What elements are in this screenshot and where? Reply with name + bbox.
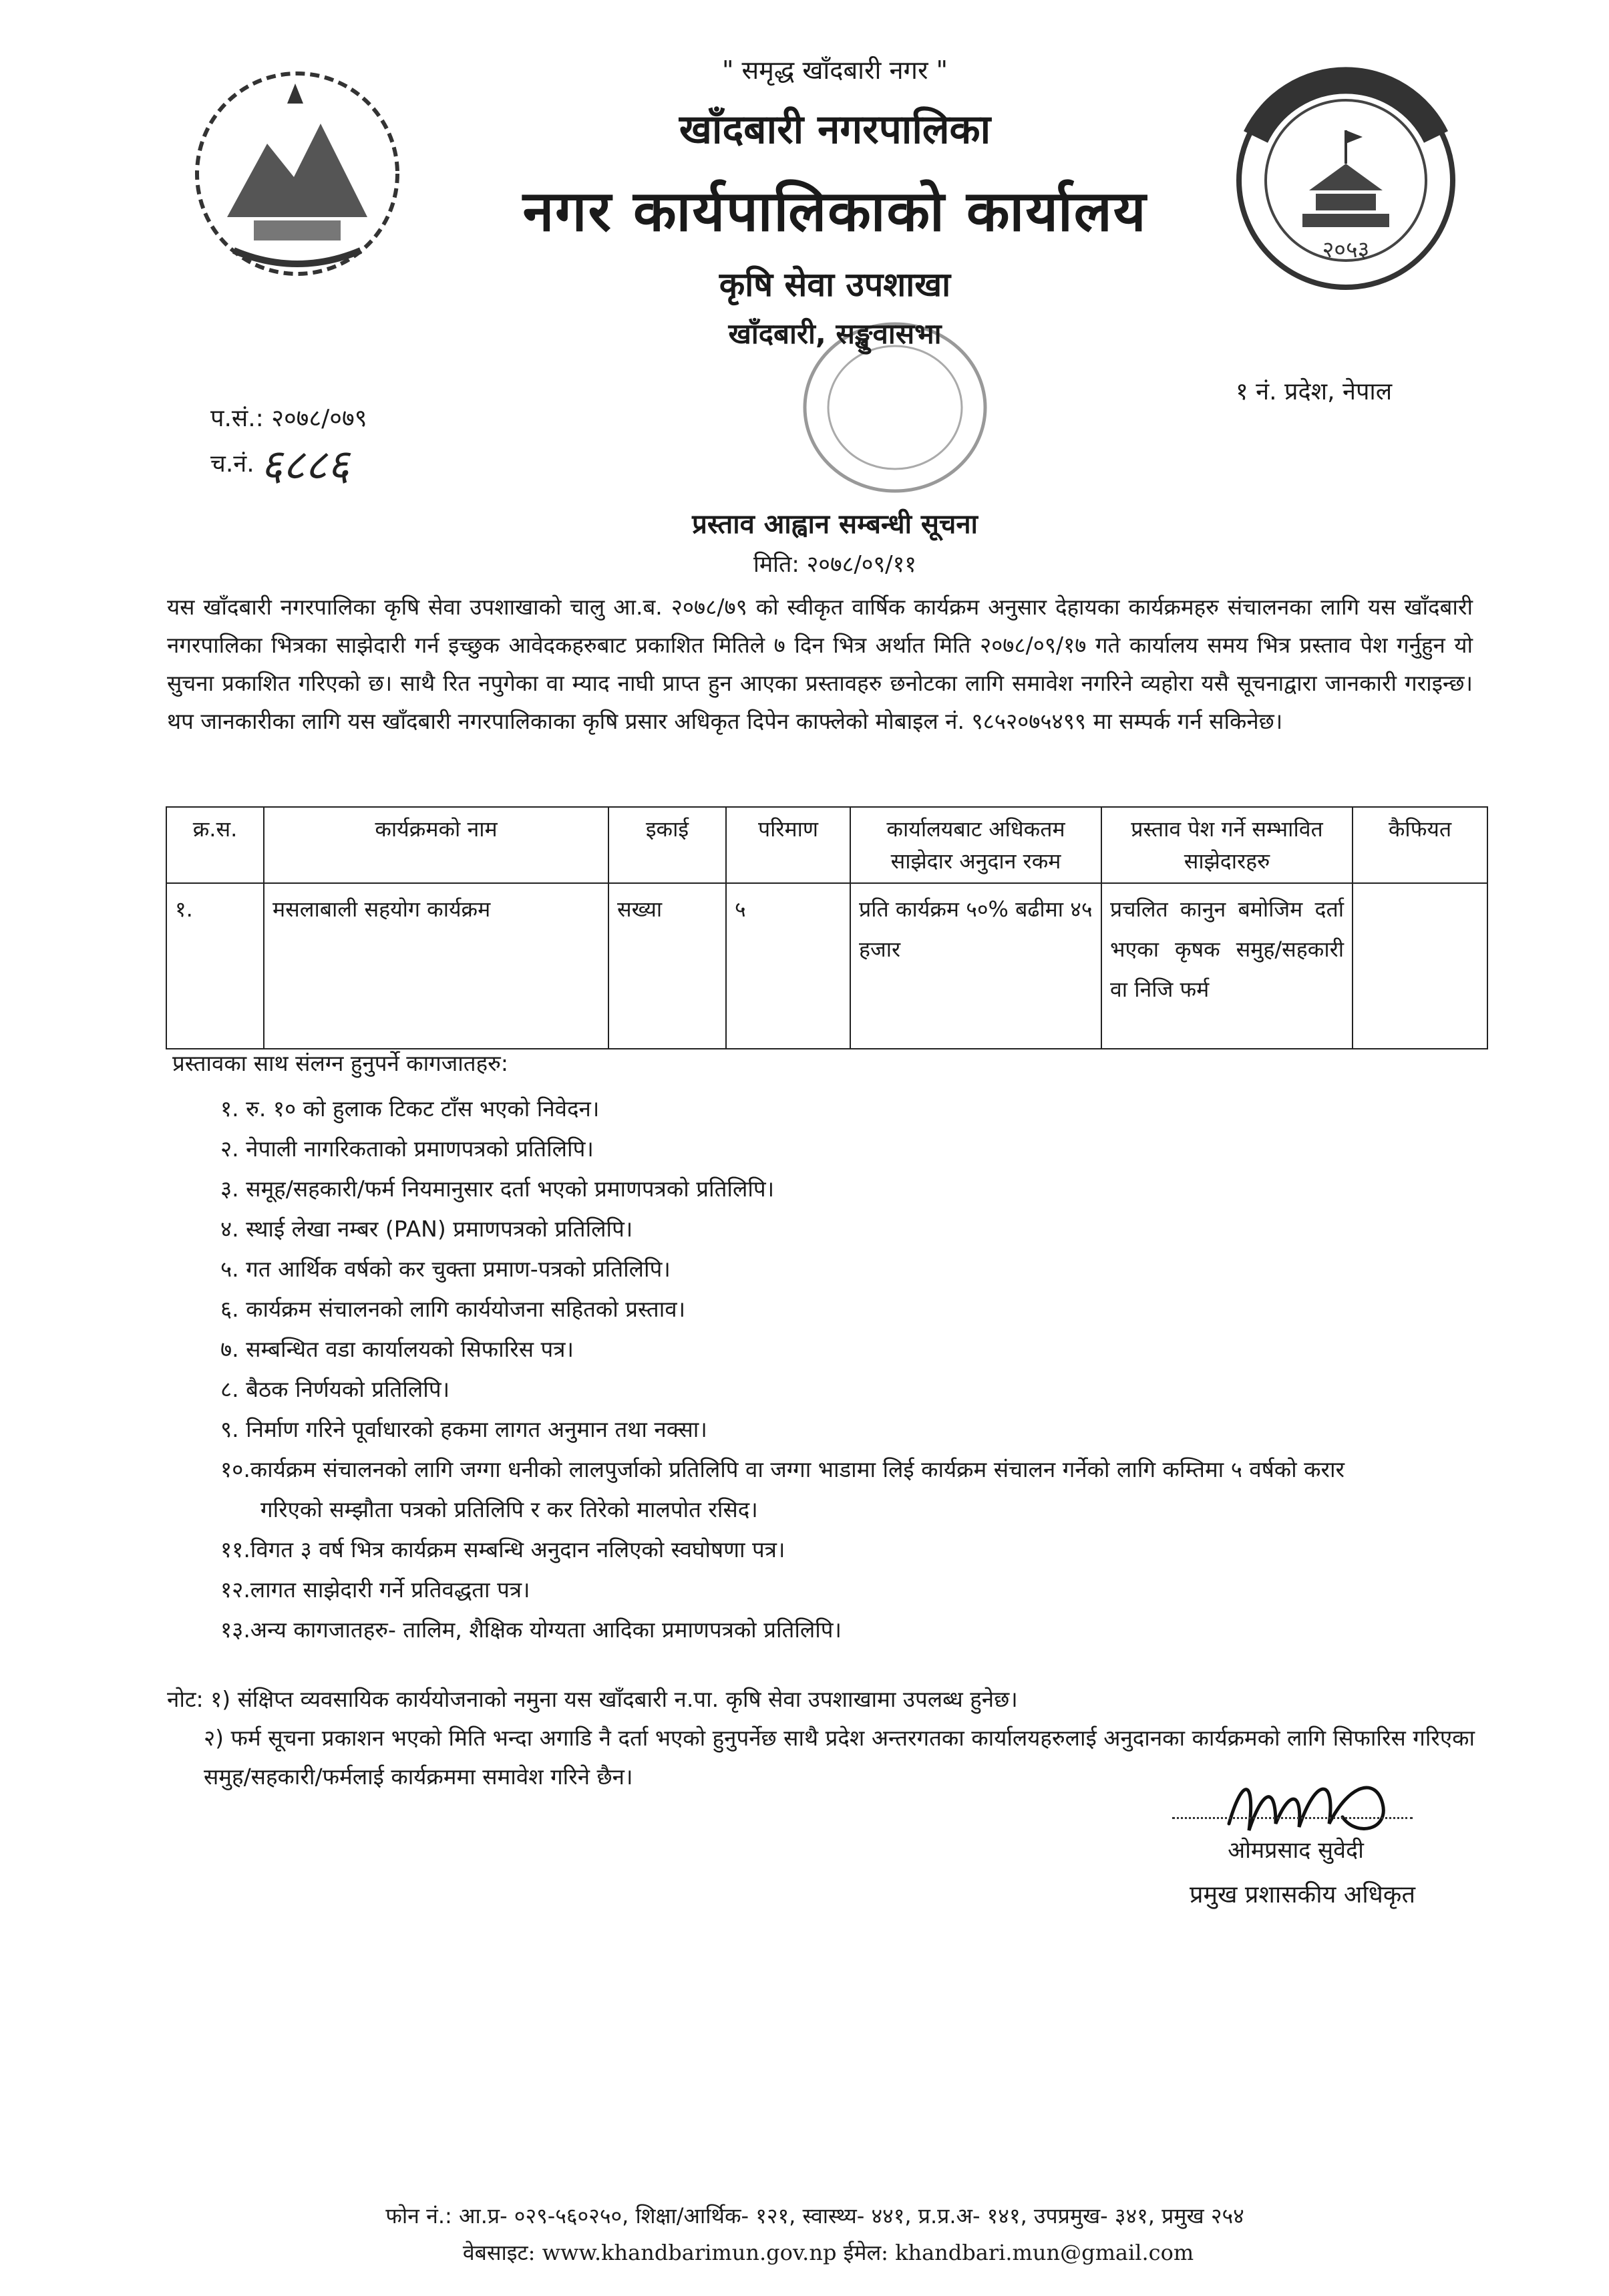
section-name: कृषि सेवा उपशाखा: [719, 265, 951, 304]
signatory-name: ओमप्रसाद सुवेदी: [1228, 1837, 1364, 1864]
cell-program-name: मसलाबाली सहयोग कार्यक्रम: [264, 883, 608, 1049]
footer-web-email: वेबसाइट: www.khandbarimun.gov.np ईमेल: khandbari.mun@gmail.com: [462, 2240, 1194, 2265]
cell-quantity: ५: [726, 883, 850, 1049]
notice-body: यस खाँदबारी नगरपालिका कृषि सेवा उपशाखाको चालु आ.ब. २०७८/७९ को स्वीकृत वार्षिक कार्यक्रम अनुसार देहायका कार्यक्रमहरु संचालनका लागि यस खाँदबारी नगरपालिका भित्रका साझेदारी गर्न इच्छुक आवेदकहरुबाट प्रकाशित मितिले ७ दिन भित्र अर्थात मिति २०७८/०९/१७ गते कार्यालय समय भित्र प्रस्ताव पेश गर्नुहुन यो सुचना प्रकाशित गरिएको छ। साथै रित नपुगेका वा म्याद नाघी प्राप्त हुन आएका प्रस्तावहरु छनोटका लागि समावेश नगरिने व्यहोरा यसै सूचनाद्वारा जानकारी गराइन्छ। थप जानकारीका लागि यस खाँदबारी नगरपालिकाका कृषि प्रसार अधिकृत दिपेन काफ्लेको मोबाइल नं. ९८५२०७५४९९ मा सम्पर्क गर्न सकिनेछ।: [167, 594, 1473, 734]
program-table: [166, 806, 1488, 1049]
table-header-row: [166, 807, 1487, 883]
note-1: नोट: १) संक्षिप्त व्यवसायिक कार्ययोजनाको नमुना यस खाँदबारी न.पा. कृषि सेवा उपशाखामा उपलब्ध हुनेछ।: [167, 1686, 1018, 1712]
col-partners: प्रस्ताव पेश गर्ने सम्भावित साझेदारहरु: [1101, 807, 1353, 883]
list-item: १३.अन्य कागजातहरु- तालिम, शैक्षिक योग्यता आदिका प्रमाणपत्रको प्रतिलिपि।: [220, 1617, 842, 1643]
requirements-list: [220, 1089, 1476, 1650]
table-row: [166, 883, 1487, 1049]
cell-grant-amount: प्रति कार्यक्रम ५०% बढीमा ४५ हजार: [850, 883, 1101, 1049]
list-item: ३. समूह/सहकारी/फर्म नियमानुसार दर्ता भएको प्रमाणपत्रको प्रतिलिपि।: [220, 1176, 775, 1202]
province: १ नं. प्रदेश, नेपाल: [1236, 378, 1393, 405]
cell-serial: १.: [166, 883, 264, 1049]
col-program-name: कार्यक्रमको नाम: [264, 807, 608, 883]
office-address: खाँदबारी, सङ्खुवासभा: [728, 317, 942, 350]
col-remarks: कैफियत: [1353, 807, 1487, 883]
list-item: ६. कार्यक्रम संचालनको लागि कार्ययोजना सहितको प्रस्ताव।: [220, 1296, 686, 1322]
list-item-continuation: गरिएको सम्झौता पत्रको प्रतिलिपि र कर तिरेको मालपोत रसिद।: [260, 1496, 758, 1522]
nepal-emblem-icon: [187, 63, 407, 284]
signature-line: [1172, 1817, 1413, 1819]
office-name: नगर कार्यपालिकाको कार्यालय: [522, 178, 1147, 244]
list-item: ७. सम्बन्धित वडा कार्यालयको सिफारिस पत्र।: [220, 1336, 574, 1362]
list-item: १०.कार्यक्रम संचालनको लागि जग्गा धनीको लालपुर्जाको प्रतिलिपि वा जग्गा भाडामा लिई कार्यक्रम संचालन गर्नेको लागि कम्तिमा ५ वर्षको करार: [220, 1456, 1345, 1482]
list-item: ४. स्थाई लेखा नम्बर (PAN) प्रमाणपत्रको प्रतिलिपि।: [220, 1216, 633, 1242]
col-serial: क्र.स.: [166, 807, 264, 883]
list-item: ९. निर्माण गरिने पूर्वाधारको हकमा लागत अनुमान तथा नक्सा।: [220, 1416, 707, 1442]
municipality-logo-icon: [1229, 63, 1463, 297]
motto: " समृद्ध खाँदबारी नगर ": [721, 55, 948, 85]
cell-remarks: [1353, 883, 1487, 1049]
list-item: १. रु. १० को हुलाक टिकट टाँस भएको निवेदन।: [220, 1096, 600, 1122]
footer-phones: फोन नं.: आ.प्र- ०२९-५६०२५०, शिक्षा/आर्थिक- १२१, स्वास्थ्य- ४४१, प्र.प्र.अ- १४१, उपप्रमुख- ३४१, प्रमुख २५४: [385, 2203, 1244, 2229]
list-item: ५. गत आर्थिक वर्षको कर चुक्ता प्रमाण-पत्रको प्रतिलिपि।: [220, 1256, 671, 1282]
chalani-label: च.नं.: [210, 450, 254, 478]
list-item: १२.लागत साझेदारी गर्ने प्रतिवद्धता पत्र।: [220, 1577, 530, 1603]
cell-partners: प्रचलित कानुन बमोजिम दर्ता भएका कृषक समुह/सहकारी वा निजि फर्म: [1101, 883, 1353, 1049]
municipality-name: खाँदबारी नगरपालिका: [679, 106, 991, 153]
list-item: ११.विगत ३ वर्ष भित्र कार्यक्रम सम्बन्धि अनुदान नलिएको स्वघोषणा पत्र।: [220, 1536, 785, 1563]
list-item: ८. बैठक निर्णयको प्रतिलिपि।: [220, 1376, 450, 1402]
col-quantity: परिमाण: [726, 807, 850, 883]
chalani-number: ६८८६: [260, 441, 350, 490]
notice-subject: प्रस्ताव आह्वान सम्बन्धी सूचना: [692, 509, 978, 540]
note-2: २) फर्म सूचना प्रकाशन भएको मिति भन्दा अगाडि नै दर्ता भएको हुनुपर्नेछ साथै प्रदेश अन्तरगतका कार्यालयहरुलाई अनुदानका कार्यक्रमको लागि सिफारिस गरिएका समुह/सहकारी/फर्मलाई कार्यक्रममा समावेश गरिने छैन।: [204, 1725, 1475, 1790]
col-grant-amount: कार्यालयबाट अधिकतम साझेदार अनुदान रकम: [850, 807, 1101, 883]
list-item: २. नेपाली नागरिकताको प्रमाणपत्रको प्रतिलिपि।: [220, 1136, 594, 1162]
notice-date: मिति: २०७८/०९/११: [753, 551, 916, 578]
emblem-year: २०५३: [1322, 236, 1370, 263]
signatory-title: प्रमुख प्रशासकीय अधिकृत: [1190, 1881, 1415, 1909]
reference-number: प.सं.: २०७८/०७९: [210, 405, 367, 432]
cell-unit: सख्या: [608, 883, 726, 1049]
requirements-heading: प्रस्तावका साथ संलग्न हुनुपर्ने कागजातहरु:: [172, 1050, 508, 1076]
col-unit: इकाई: [608, 807, 726, 883]
